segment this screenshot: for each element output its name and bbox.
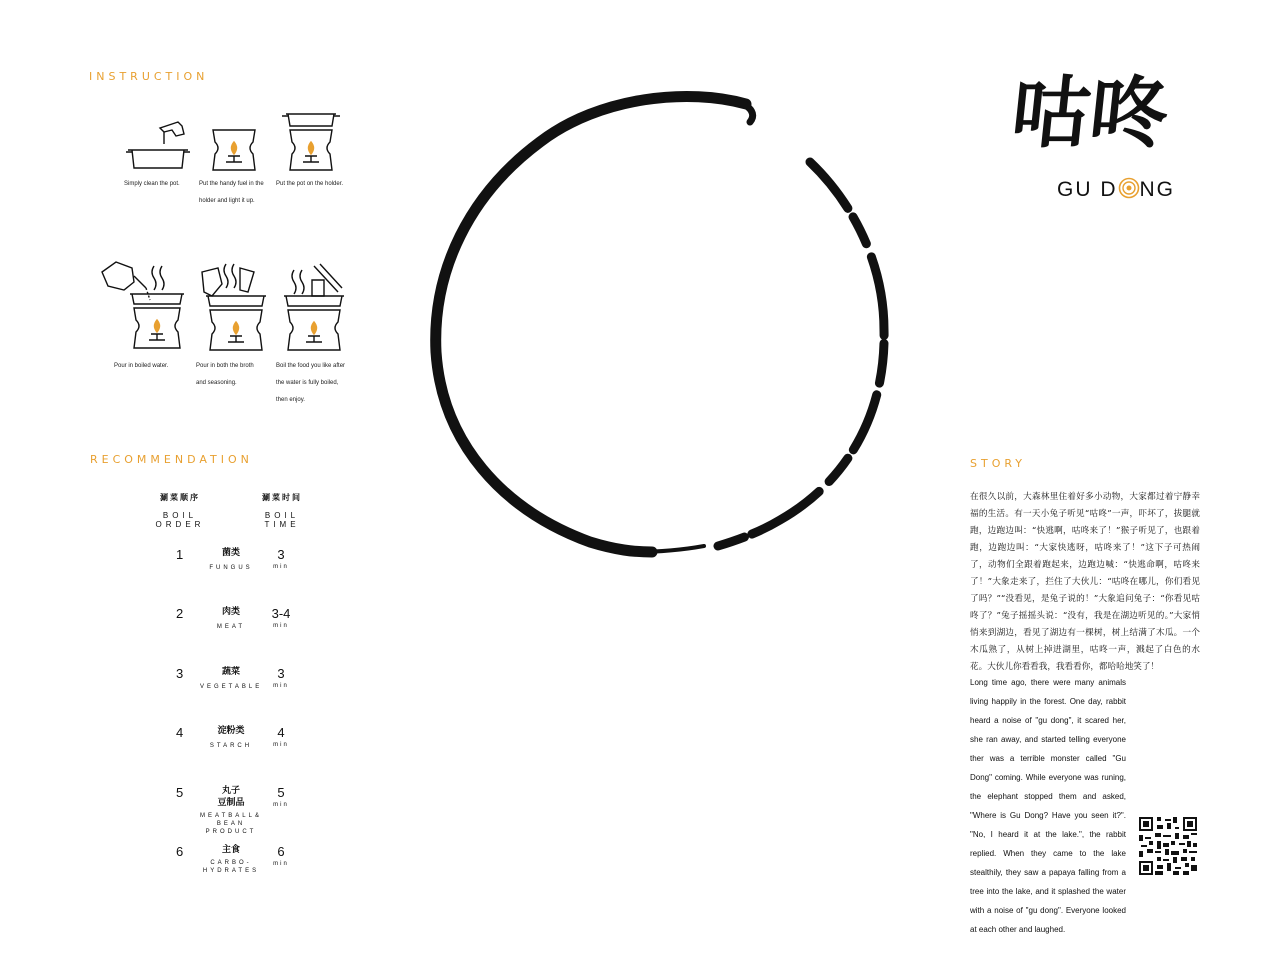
recommendation-row	[170, 666, 330, 726]
recommendation-row	[170, 785, 330, 845]
row-unit: min	[273, 742, 289, 748]
instruction-caption-5: Pour in both the broth and seasoning.	[196, 363, 254, 386]
row-food-zh: 肉类	[221, 607, 240, 617]
row-number: 3	[176, 666, 184, 681]
recommendation-row	[170, 606, 330, 666]
story-title: STORY	[970, 457, 1027, 470]
instruction-caption-4: Pour in boiled water.	[114, 363, 169, 369]
boil-order-header	[150, 492, 210, 529]
row-food-zh: 丸子 豆制品	[217, 786, 245, 808]
instruction-caption-6: Boil the food you like after the water is fully boiled, then enjoy.	[276, 363, 346, 403]
boil-time-en: BOIL TIME	[264, 511, 300, 529]
row-unit: min	[273, 564, 289, 570]
instruction-step-3	[276, 108, 356, 193]
row-number: 4	[176, 725, 184, 740]
row-food-zh: 主食	[221, 845, 240, 855]
row-time: 6	[277, 844, 285, 859]
pot-on-holder-icon	[276, 108, 346, 176]
instruction-caption-3: Put the pot on the holder.	[276, 181, 344, 187]
brand-logo-en-part2: NG	[1139, 178, 1175, 201]
row-time: 4	[277, 725, 285, 740]
instruction-caption-2: Put the handy fuel in the holder and light it up.	[199, 181, 264, 204]
brand-logo-en	[1057, 177, 1175, 202]
row-time: 3	[277, 547, 285, 562]
row-food-en: CARBO- HYDRATES	[202, 860, 260, 874]
recommendation-title: RECOMMENDATION	[90, 453, 253, 466]
instruction-step-1	[124, 112, 204, 193]
recommendation-row	[170, 547, 330, 607]
row-food-zh: 菌类	[221, 548, 240, 558]
instruction-title: INSTRUCTION	[89, 70, 209, 83]
row-food-zh: 淀粉类	[217, 726, 245, 736]
story-text-en: Long time ago, there were many animals living happily in the forest. One day, rabbit heard a noise of "gu dong", it scared her, she ran away, and started telling everyone ther was a terrible monster called "Gu Dong" coming. While everyone was runing, the elephant stopped them and asked, "Where is Gu Dong? Have you seen it?". "No, I heard it at the lake.", the rabbit replied. When they came to the lake stealthily, they saw a papaya falling from a tree into the lake, and it splashed the water with a noise of "gu dong". Everyone looked at each other and laughed.	[970, 678, 1126, 934]
row-number: 6	[176, 844, 184, 859]
row-number: 5	[176, 785, 184, 800]
row-unit: min	[273, 623, 289, 629]
kettle-pour-icon	[98, 258, 192, 358]
row-food-zh: 蔬菜	[221, 667, 240, 677]
row-number: 2	[176, 606, 184, 621]
brand-logo-zh: 咕咚	[1007, 68, 1173, 159]
row-food-en: VEGETABLE	[200, 684, 263, 690]
recommendation-row	[170, 844, 330, 904]
row-unit: min	[273, 683, 289, 689]
ripple-o-icon	[1118, 177, 1140, 199]
row-time: 3-4	[271, 606, 291, 621]
instruction-caption-1: Simply clean the pot.	[124, 181, 180, 187]
chopsticks-food-icon	[276, 262, 354, 358]
brand-logo-en-part1: GU D	[1057, 178, 1118, 201]
seasoning-packets-icon	[196, 262, 274, 358]
row-number: 1	[176, 547, 184, 562]
row-unit: min	[273, 861, 289, 867]
instruction-step-2	[199, 112, 279, 210]
boil-time-header	[252, 492, 312, 529]
instruction-step-4	[98, 258, 178, 375]
boil-order-en: BOIL ORDER	[155, 511, 205, 529]
instruction-step-6	[276, 262, 356, 409]
story-text-zh: 在很久以前，大森林里住着好多小动物，大家都过着宁静幸福的生活。有一天小兔子听见“咕咚”一声，吓坏了，拔腿就跑，边跑边叫：“快逃啊，咕咚来了！”猴子听见了，也跟着跑，边跑边叫：“大家快逃呀，咕咚来了！”这下子可热闹了，动物们全跟着跑起来，边跑边喊：“快逃命啊，咕咚来了！”大象走来了，拦住了大伙儿：“咕咚在哪儿，你们看见了吗？”“没看见，是兔子说的！”大象追问兔子：“你看见咕咚了？”兔子摇摇头说：“没有，我是在湖边听见的。”大家悄悄来到湖边，看见了湖边有一棵树，树上结满了木瓜。一个木瓜熟了，从树上掉进湖里，咕咚一声，溅起了白色的水花。大伙儿你看看我，我看看你，都哈哈地笑了！	[970, 492, 1200, 672]
boil-time-zh: 涮菜时间	[262, 492, 302, 502]
instruction-step-5	[196, 262, 276, 392]
row-time: 5	[277, 785, 285, 800]
row-unit: min	[273, 802, 289, 808]
ink-circle-graphic	[420, 90, 900, 560]
fuel-holder-icon	[199, 112, 269, 176]
faucet-pot-icon	[124, 112, 194, 176]
row-food-en: STARCH	[209, 743, 253, 749]
row-food-en: FUNGUS	[209, 565, 253, 571]
boil-order-zh: 涮菜顺序	[160, 492, 200, 502]
row-time: 3	[277, 666, 285, 681]
recommendation-row	[170, 725, 330, 785]
qr-code-icon	[1139, 817, 1197, 875]
row-food-en: MEAT	[216, 624, 246, 630]
row-food-en: MEATBALL& BEAN PRODUCT	[200, 813, 262, 835]
